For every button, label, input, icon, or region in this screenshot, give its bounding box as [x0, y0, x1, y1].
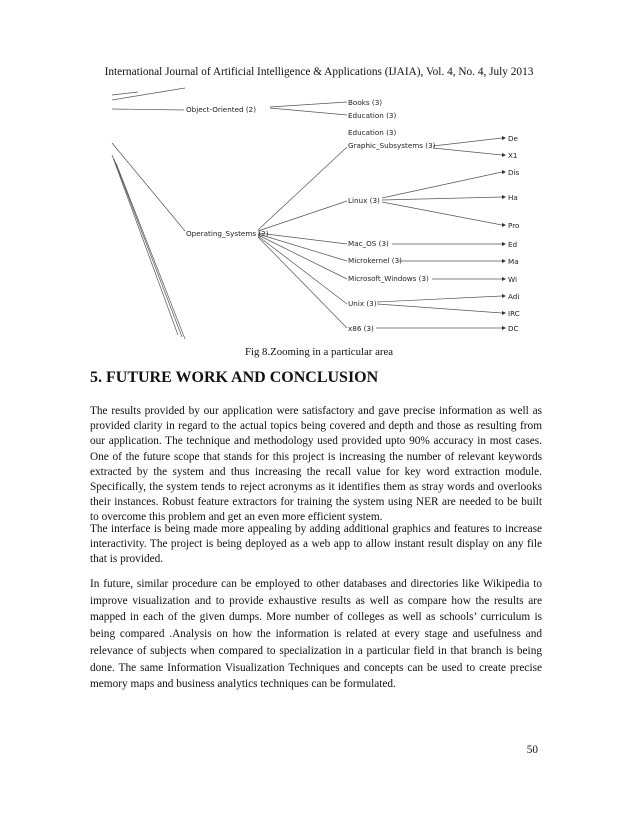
- label-irc: IRC: [508, 309, 520, 318]
- node-linux: Linux (3): [348, 196, 380, 205]
- edge-oo-education: [270, 108, 347, 115]
- node-graphic-subsystems: Graphic_Subsystems (3): [348, 141, 436, 150]
- label-dc: DC: [508, 324, 519, 333]
- edge-top-1: [112, 92, 138, 95]
- paragraph-results: The results provided by our application were satisfactory and gave precise information as well as provided clarity in regard to the actual topics being covered and depth and those as resulting from our application. The technique and methodology used provided upto 90% accuracy in most cases. One of the future scope that stands for this project is increasing the number of relevant keywords extracted by the system and thus increasing the recall value for key word extraction module. Specifically, the system tends to reject acronyms as it identifies them as stray words and overlooks their instances. Robust feature extractors for training the system using NER are needed to be built to overcome this problem and get an even more efficient system.: [90, 405, 542, 524]
- node-books: Books (3): [348, 98, 383, 107]
- tree-figure: [100, 80, 530, 342]
- arrow-wi: [502, 277, 506, 281]
- edge-diag-1: [112, 143, 185, 231]
- arrow-adi: [502, 294, 506, 298]
- node-x86: x86 (3): [348, 324, 374, 333]
- label-wi: Wi: [508, 275, 517, 284]
- arrow-irc: [502, 311, 506, 315]
- journal-header: International Journal of Artificial Intelligence & Applications (IJAIA), Vol. 4, No. 4, July 2013: [104, 66, 534, 78]
- arrow-ma: [502, 259, 506, 263]
- arrow-x1: [502, 153, 506, 157]
- edge-unix-irc: [377, 304, 502, 313]
- edge-os-graphic: [258, 147, 347, 230]
- node-microsoft-windows: Microsoft_Windows (3): [348, 274, 429, 283]
- label-ed: Ed: [508, 240, 518, 249]
- figure-caption: Fig 8.Zooming in a particular area: [244, 346, 394, 358]
- edge-oo-books: [270, 102, 347, 107]
- edge-os-macos: [258, 233, 347, 244]
- node-microkernel: Microkernel (3): [348, 256, 402, 265]
- node-mac-os: Mac_OS (3): [348, 239, 389, 248]
- arrow-ha: [502, 195, 506, 199]
- edge-graphic-de: [433, 138, 502, 146]
- paragraph-interface: The interface is being made more appealing by adding additional graphics and features to increase interactivity. The project is being deployed as a web app to allow instant result display on any file that is provided.: [90, 523, 542, 566]
- node-operating-systems: Operating_Systems (2): [186, 229, 269, 238]
- edge-linux-ha: [382, 197, 502, 200]
- label-de: De: [508, 134, 518, 143]
- label-ha: Ha: [508, 193, 518, 202]
- edge-graphic-x1: [433, 148, 502, 155]
- page-number: 50: [526, 744, 538, 756]
- edge-diag-3: [114, 159, 182, 337]
- node-education-top: Education (3): [348, 111, 397, 120]
- arrow-dc: [502, 326, 506, 330]
- edge-os-x86: [258, 237, 347, 328]
- edge-linux-pro: [382, 202, 502, 225]
- label-ma: Ma: [508, 257, 519, 266]
- label-adi: Adi: [508, 292, 520, 301]
- node-unix: Unix (3): [348, 299, 377, 308]
- arrow-pro: [502, 223, 506, 227]
- edge-linux-dis: [382, 172, 502, 198]
- edge-top-3: [112, 109, 184, 110]
- node-education: Education (3): [348, 128, 397, 137]
- edge-os-unix: [258, 236, 347, 304]
- label-dis: Dis: [508, 168, 520, 177]
- arrow-de: [502, 136, 506, 140]
- edge-diag-2: [112, 155, 178, 335]
- arrow-ed: [502, 242, 506, 246]
- edge-unix-adi: [377, 296, 502, 302]
- node-object-oriented: Object-Oriented (2): [186, 105, 257, 114]
- arrow-dis: [502, 170, 506, 174]
- section-heading: 5. FUTURE WORK AND CONCLUSION: [90, 369, 379, 386]
- edge-os-linux: [258, 201, 347, 231]
- label-pro: Pro: [508, 221, 520, 230]
- paragraph-future: In future, similar procedure can be employed to other databases and directories like Wikipedia to improve visualization and to provide exhaustive results as well as compare how the results are mapped in each of the given dumps. More number of colleges as well as schools’ curriculum is being compared .Analysis on how the information is related at every stage and usefulness and relevance of subjects when compared to specialization in a particular field in that branch is being done. The same Information Visualization Techniques and concepts can be used to create precise memory maps and business analytics techniques can be formulated.: [90, 578, 542, 691]
- label-x1: X1: [508, 151, 518, 160]
